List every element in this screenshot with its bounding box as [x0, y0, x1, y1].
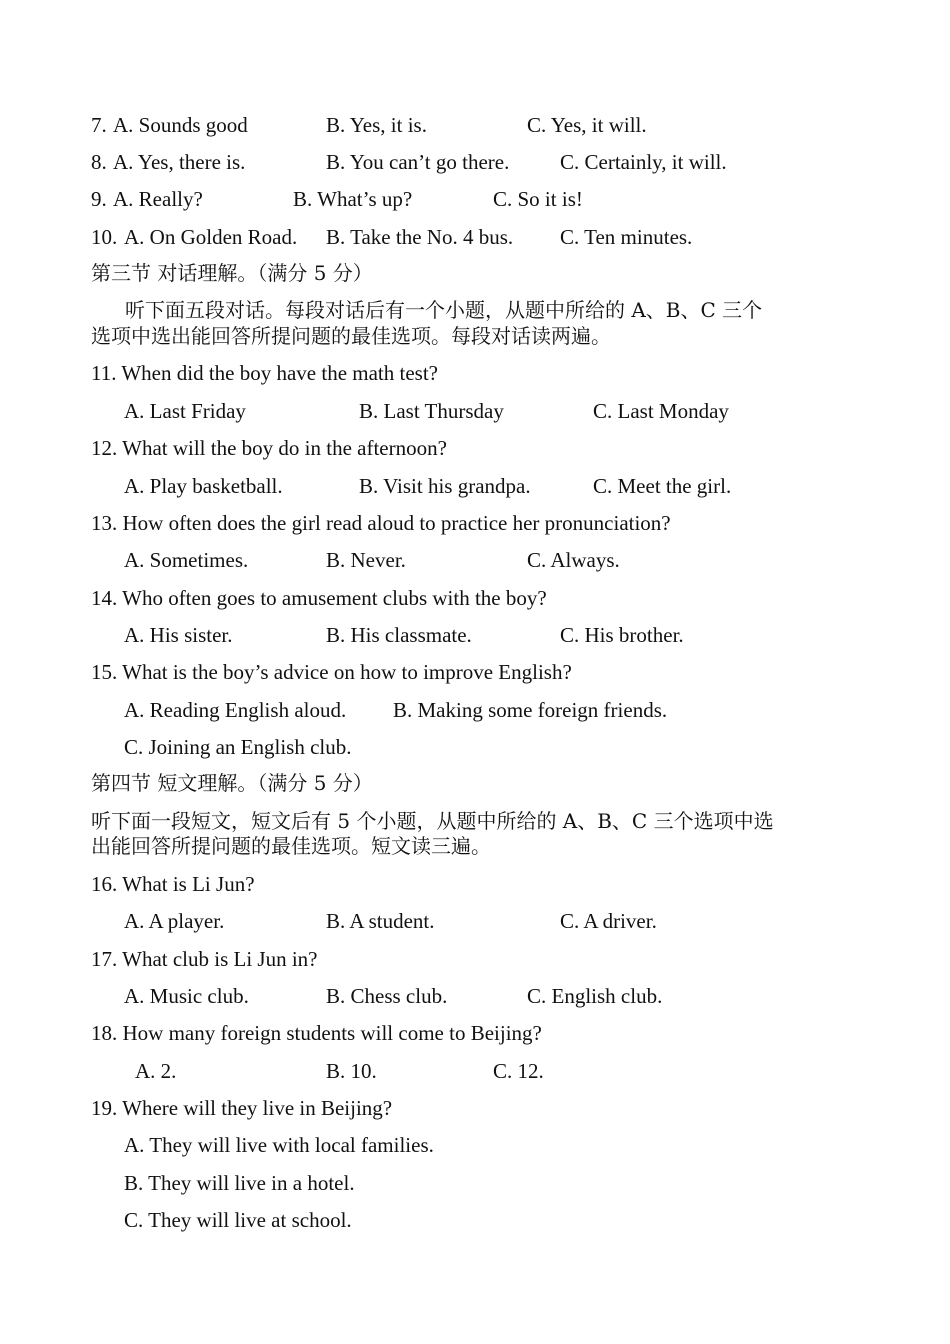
question-10-option-b: B. Take the No. 4 bus.	[326, 225, 514, 249]
question-19-option-b: B. They will live in a hotel.	[124, 1171, 355, 1195]
question-8-number: 8.	[91, 150, 107, 174]
question-18-option-c: C. 12.	[493, 1059, 544, 1083]
question-16-option-b: B. A student.	[326, 909, 435, 933]
question-17-option-b: B. Chess club.	[326, 984, 448, 1008]
section-3-instruction-line-1: 听下面五段对话。每段对话后有一个小题，从题中所给的 A、B、C 三个	[125, 298, 763, 322]
question-16-text: 16. What is Li Jun?	[91, 872, 255, 896]
question-14-option-a: A. His sister.	[124, 623, 233, 647]
question-18-option-b: B. 10.	[326, 1059, 377, 1083]
question-14-option-b: B. His classmate.	[326, 623, 472, 647]
question-15-option-a: A. Reading English aloud.	[124, 698, 347, 722]
question-13-option-a: A. Sometimes.	[124, 548, 249, 572]
section-3-instruction-line-2: 选项中选出能回答所提问题的最佳选项。每段对话读两遍。	[91, 324, 611, 348]
question-11-option-b: B. Last Thursday	[359, 399, 504, 423]
question-9-option-b: B. What’s up?	[293, 187, 413, 211]
question-9-option-a: A. Really?	[113, 187, 203, 211]
question-16-option-c: C. A driver.	[560, 909, 657, 933]
question-18-text: 18. How many foreign students will come to Beijing?	[91, 1021, 542, 1045]
question-11-option-c: C. Last Monday	[593, 399, 729, 423]
question-12-option-b: B. Visit his grandpa.	[359, 474, 531, 498]
question-11-option-a: A. Last Friday	[124, 399, 246, 423]
question-11-text: 11. When did the boy have the math test?	[91, 361, 438, 385]
question-18-option-a: A. 2.	[135, 1059, 177, 1083]
question-7-option-b: B. Yes, it is.	[326, 113, 427, 137]
question-9-number: 9.	[91, 187, 107, 211]
question-13-option-c: C. Always.	[527, 548, 620, 572]
section-4-instruction-line-2: 出能回答所提问题的最佳选项。短文读三遍。	[91, 834, 491, 858]
question-14-text: 14. Who often goes to amusement clubs with the boy?	[91, 586, 547, 610]
question-19-option-a: A. They will live with local families.	[124, 1133, 434, 1157]
question-15-option-c: C. Joining an English club.	[124, 735, 352, 759]
question-12-text: 12. What will the boy do in the afternoon?	[91, 436, 447, 460]
question-9-option-c: C. So it is!	[493, 187, 583, 211]
question-15-text: 15. What is the boy’s advice on how to improve English?	[91, 660, 572, 684]
question-8-option-a: A. Yes, there is.	[113, 150, 246, 174]
question-19-option-c: C. They will live at school.	[124, 1208, 352, 1232]
question-14-option-c: C. His brother.	[560, 623, 684, 647]
question-12-option-c: C. Meet the girl.	[593, 474, 732, 498]
question-17-option-a: A. Music club.	[124, 984, 249, 1008]
question-17-option-c: C. English club.	[527, 984, 663, 1008]
question-10-option-a: A. On Golden Road.	[124, 225, 298, 249]
question-19-text: 19. Where will they live in Beijing?	[91, 1096, 393, 1120]
question-12-option-a: A. Play basketball.	[124, 474, 283, 498]
question-13-option-b: B. Never.	[326, 548, 406, 572]
question-7-number: 7.	[91, 113, 107, 137]
question-10-number: 10.	[91, 225, 118, 249]
question-15-option-b: B. Making some foreign friends.	[393, 698, 668, 722]
question-8-option-b: B. You can’t go there.	[326, 150, 510, 174]
question-10-option-c: C. Ten minutes.	[560, 225, 693, 249]
question-17-text: 17. What club is Li Jun in?	[91, 947, 318, 971]
question-7-option-a: A. Sounds good	[113, 113, 248, 137]
section-3-title: 第三节 对话理解。（满分 5 分）	[91, 261, 373, 285]
question-8-option-c: C. Certainly, it will.	[560, 150, 727, 174]
section-4-instruction-line-1: 听下面一段短文，短文后有 5 个小题，从题中所给的 A、B、C 三个选项中选	[91, 809, 774, 833]
question-13-text: 13. How often does the girl read aloud to practice her pronunciation?	[91, 511, 671, 535]
question-7-option-c: C. Yes, it will.	[527, 113, 647, 137]
question-16-option-a: A. A player.	[124, 909, 225, 933]
section-4-title: 第四节 短文理解。（满分 5 分）	[91, 771, 373, 795]
